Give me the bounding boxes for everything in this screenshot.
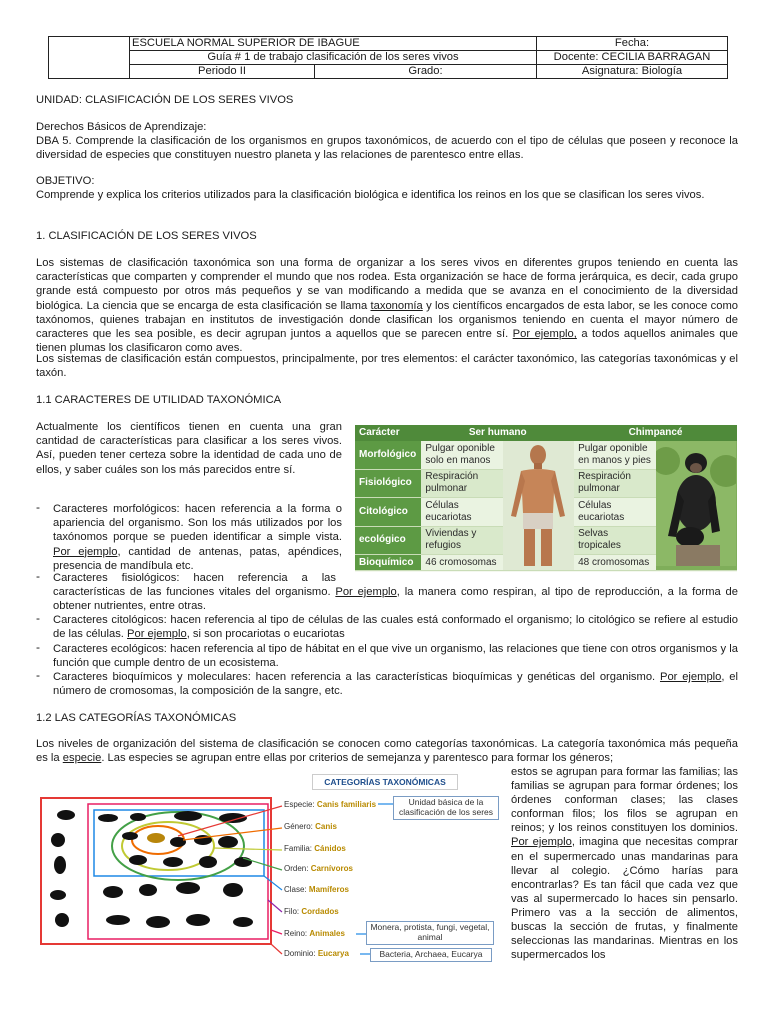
chimp-figure-cell bbox=[656, 441, 737, 571]
level-familia: Familia: Cánidos bbox=[284, 844, 346, 853]
col-header-caracter: Carácter bbox=[355, 425, 421, 441]
objetivo-title: OBJETIVO: bbox=[36, 175, 95, 187]
fecha-cell: Fecha: bbox=[537, 37, 728, 51]
table-cell: Respiración pulmonar bbox=[574, 469, 655, 498]
logo-cell bbox=[49, 37, 130, 79]
table-cell: Viviendas y refugios bbox=[421, 526, 502, 555]
dba-title: Derechos Básicos de Aprendizaje: bbox=[36, 121, 207, 133]
bullet-fisiologicos: Caracteres fisiológicos: hacen referencia a las bbox=[53, 572, 336, 584]
section-1-1-intro: Actualmente los científicos tienen en cuenta una gran cantidad de características para clasificar a los seres vivos. Así, pueden tener certeza sobre la identidad de cada uno de ellos, y saber cuáles son los más parecidos entre sí. bbox=[36, 421, 342, 476]
table-cell: Respiración pulmonar bbox=[421, 469, 502, 498]
level-filo: Filo: Cordados bbox=[284, 907, 339, 916]
row-label: ecológico bbox=[355, 526, 421, 555]
bullet-citologicos: Caracteres citológicos: hacen referencia al tipo de células de las cuales está conformado el organismo; lo citológico se refiere al estudio de las células. Por ejemplo, si son procariotas o eucariotas bbox=[53, 614, 738, 641]
section-1-2-side-text: estos se agrupan para formar las familias; las familias se agrupan para formar órdenes; los órdenes conforman clases; las clases conforman filos; los filos se agrupan en reinos; y los reinos constituyen los dominios. Por ejemplo, imagina que necesitas comprar en el supermercado unas mandarinas para llevar al colegio. ¿Cómo harías para encontrarlas? Es tan fácil que cada vez que vas al supermercado lo haces sin pensarlo. Primero vas a la sección de alimentos, buscas la sección de frutas, y finalmente seleccionas las mandarinas. Mientras en los supermercados los bbox=[511, 766, 738, 962]
unidad-heading: UNIDAD: CLASIFICACIÓN DE LOS SERES VIVOS bbox=[36, 94, 294, 106]
section-1-2-paragraph: Los niveles de organización del sistema de clasificación se conocen como categorías taxonómicas. La categoría taxonómica más pequeña es la especie. Las especies se agrupan entre ellas por criterios de semejanza y parentesco para formar los géneros; bbox=[36, 738, 738, 765]
section-1-1-title: 1.1 CARACTERES DE UTILIDAD TAXONÓMICA bbox=[36, 394, 282, 406]
col-header-chimp: Chimpancé bbox=[574, 425, 737, 441]
table-cell: Células eucariotas bbox=[574, 498, 655, 527]
row-label: Morfológico bbox=[355, 441, 421, 469]
bullet-dash: - bbox=[36, 569, 40, 583]
guide-title: Guía # 1 de trabajo clasificación de los seres vivos bbox=[130, 51, 537, 65]
section-1-paragraph-2: Los sistemas de clasificación están compuestos, principalmente, por tres elementos: el carácter taxonómico, las categorías taxonómicas y el taxón. bbox=[36, 353, 738, 380]
col-header-human: Ser humano bbox=[421, 425, 574, 441]
bullet-dash: - bbox=[36, 611, 40, 625]
row-label: Fisiológico bbox=[355, 469, 421, 498]
bullet-dash: - bbox=[36, 640, 40, 654]
periodo-cell: Periodo II bbox=[130, 65, 315, 79]
level-genero: Género: Canis bbox=[284, 822, 337, 831]
level-reino: Reino: Animales bbox=[284, 929, 345, 938]
docente-cell: Docente: CECILIA BARRAGAN bbox=[537, 51, 728, 65]
section-1-paragraph: Los sistemas de clasificación taxonómica son una forma de organizar a los seres vivos en diferentes grupos teniendo en cuenta las características que comparten y comprender el mundo que nos rodea. Esta organización se hace de forma jerárquica, es decir, cada grupo grande está compuesto por otros más pequeños y se van modificando a medida que se avanza en el conocimiento de la diversidad biológica. La ciencia que se encarga de esta clasificación se llama taxonomía y los científicos encargados de esta labor, se les conoce como taxónomos, quienes trabajan en institutos de investigación donde clasifican los organismos teniendo en cuenta el mayor número de caracteres que les sea posible, es decir agrupan juntos a aquellos que se parecen entre sí. Por ejemplo, a todos aquellos animales que tienen plumas los clasificaron como aves. bbox=[36, 257, 738, 355]
taxonomic-diagram bbox=[38, 770, 504, 970]
note-reino: Monera, protista, fungi, vegetal, animal bbox=[366, 921, 494, 945]
section-1-title: 1. CLASIFICACIÓN DE LOS SERES VIVOS bbox=[36, 230, 257, 242]
table-cell: 46 cromosomas bbox=[421, 555, 502, 571]
bullet-morfologicos: Caracteres morfológicos: hacen referencia a la forma o apariencia del organismo. Son los más utilizados por los taxónomos porque se pueden identificar a simple vista. Por ejemplo, cantidad de antenas, patas, apéndices, presencia de mandíbula etc. bbox=[53, 503, 342, 572]
table-cell: Células eucariotas bbox=[421, 498, 502, 527]
note-especie: Unidad básica de la clasificación de los seres bbox=[393, 796, 499, 820]
row-label: Citológico bbox=[355, 498, 421, 527]
table-cell: 48 cromosomas bbox=[574, 555, 655, 571]
asignatura-cell: Asignatura: Biología bbox=[537, 65, 728, 79]
human-figure-icon bbox=[503, 441, 573, 566]
dba-text: DBA 5. Comprende la clasificación de los organismos en grupos taxonómicos, de acuerdo con el tipo de células que poseen y reconoce la diversidad de especies que constituyen nuestro planeta y las relaciones de parentesco entre ellas. bbox=[36, 135, 738, 162]
character-comparison-figure bbox=[355, 425, 737, 572]
note-dominio: Bacteria, Archaea, Eucarya bbox=[370, 948, 492, 962]
level-dominio: Dominio: Eucarya bbox=[284, 949, 349, 958]
row-label: Bioquímico bbox=[355, 555, 421, 571]
table-cell: Pulgar oponible en manos y pies bbox=[574, 441, 655, 469]
level-especie: Especie: Canis familiaris bbox=[284, 800, 377, 809]
diagram-title: CATEGORÍAS TAXONÓMICAS bbox=[312, 774, 458, 790]
grado-cell: Grado: bbox=[315, 65, 537, 79]
chimpanzee-figure-icon bbox=[656, 441, 736, 566]
header-table bbox=[48, 36, 728, 79]
table-cell: Pulgar oponible solo en manos bbox=[421, 441, 502, 469]
bullet-dash: - bbox=[36, 500, 40, 514]
character-table bbox=[355, 425, 737, 571]
taxonomia-term: taxonomía bbox=[370, 299, 423, 312]
level-orden: Orden: Carnívoros bbox=[284, 864, 353, 873]
bullet-ecologicos: Caracteres ecológicos: hacen referencia al tipo de hábitat en el que vive un organismo, las relaciones que tiene con otros organismos y la función que cumple dentro de un ecosistema. bbox=[53, 643, 738, 670]
table-cell: Selvas tropicales bbox=[574, 526, 655, 555]
bullet-fisiologicos-cont: características de las funciones vitales del organismo. Por ejemplo, la manera como respiran, al tipo de reproducción, a la forma de obtener nutrientes, entre otras. bbox=[53, 586, 739, 613]
bullet-dash: - bbox=[36, 668, 40, 682]
level-clase: Clase: Mamíferos bbox=[284, 885, 349, 894]
objetivo-text: Comprende y explica los criterios utilizados para la clasificación biológica e identifica los reinos en los que se clasifican los seres vivos. bbox=[36, 189, 705, 201]
bullet-bioquimicos: Caracteres bioquímicos y moleculares: hacen referencia a las características bioquímicas y genéticas del organismo. Por ejemplo, el número de cromosomas, la composición de la sangre, etc. bbox=[53, 671, 738, 698]
school-name: ESCUELA NORMAL SUPERIOR DE IBAGUE bbox=[130, 37, 537, 51]
section-1-2-title: 1.2 LAS CATEGORÍAS TAXONÓMICAS bbox=[36, 712, 237, 724]
human-figure-cell bbox=[503, 441, 574, 571]
